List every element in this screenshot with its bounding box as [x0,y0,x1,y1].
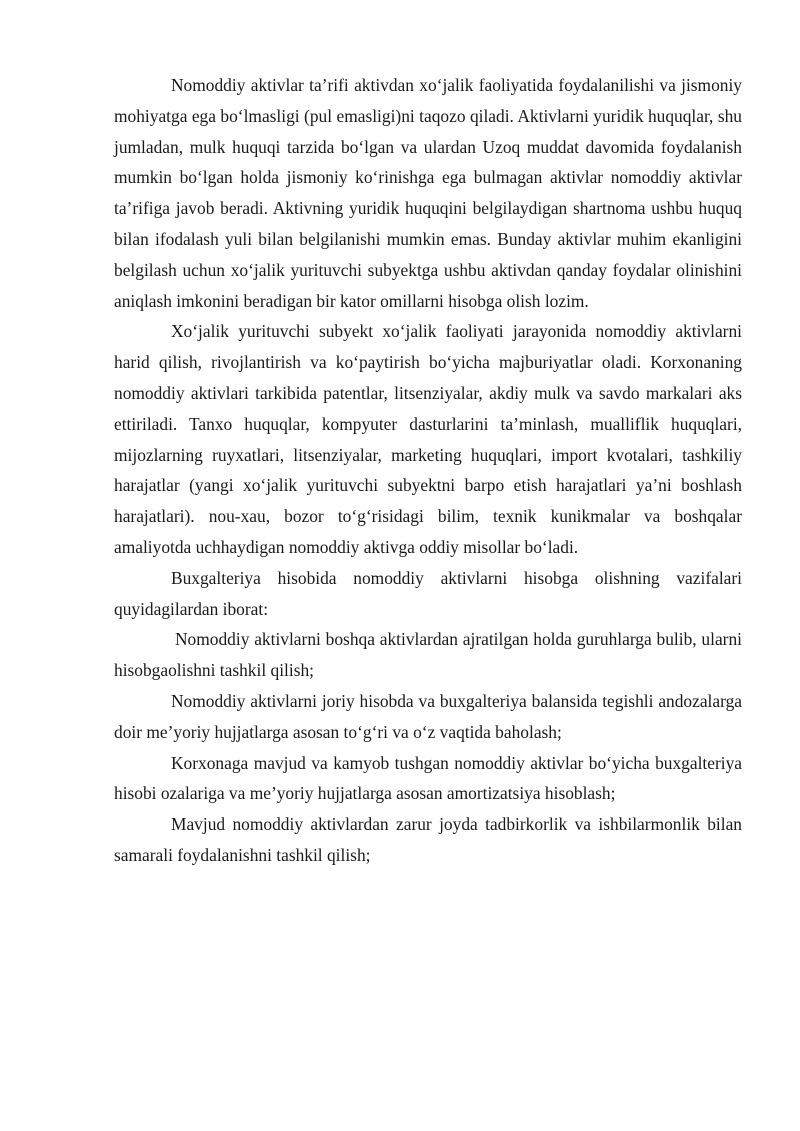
paragraph-definition: Nomoddiy aktivlar ta’rifi aktivdan xo‘jalik faoliyatida foydalanilishi va jismoniy mohiyatga ega bo‘lmasligi (pul emasligi)ni taqozo qiladi. Aktivlarni yuridik huquqlar, shu jumladan, mulk huquqi tarzida bo‘lgan va ulardan Uzoq muddat davomida foydalanish mumkin bo‘lgan holda jismoniy ko‘rinishga ega bulmagan aktivlar nomoddiy aktivlar ta’rifiga javob beradi. Aktivning yuridik huquqini belgilaydigan shartnoma ushbu huquq bilan ifodalash yuli bilan belgilanishi mumkin emas. Bunday aktivlar muhim ekanligini belgilash uchun xo‘jalik yurituvchi subyektga ushbu aktivdan qanday foydalar olinishini aniqlash imkonini beradigan bir kator omillarni hisobga olish lozim. [114,75,742,311]
task-item-valuation: Nomoddiy aktivlarni joriy hisobda va buxgalteriya balansida tegishli andozalarga doir me’yoriy hujjatlarga asosan to‘g‘ri va o‘z vaqtida baholash; [114,690,742,742]
paragraph-obligations: Xo‘jalik yurituvchi subyekt xo‘jalik faoliyati jarayonida nomoddiy aktivlarni harid qilish, rivojlantirish va ko‘paytirish bo‘yicha majburiyatlar oladi. Korxonaning nomoddiy aktivlari tarkibida patentlar, litsenziyalar, akdiy mulk va savdo markalari aks ettiriladi. Tanxo huquqlar, kompyuter dasturlarini ta’minlash, mualliflik huquqlari, mijozlarning ruyxatlari, litsenziyalar, marketing huquqlari, import kvotalari, tashkiliy harajatlar (yangi xo‘jalik yurituvchi subyektni barpo etish harajatlari ya’ni boshlash harajatlari). nou-xau, bozor to‘g‘risidagi bilim, texnik kunikmalar va boshqalar amaliyotda uchhaydigan nomoddiy aktivga oddiy misollar bo‘ladi. [114,321,742,557]
document-page [114,70,742,871]
task-item-amortization: Korxonaga mavjud va kamyob tushgan nomoddiy aktivlar bo‘yicha buxgalteriya hisobi ozalariga va me’yoriy hujjatlarga asosan amortizatsiya hisoblash; [114,752,742,804]
task-item-grouping: Nomoddiy aktivlarni boshqa aktivlardan ajratilgan holda guruhlarga bulib, ularni hisobgaolishni tashkil qilish; [114,629,742,681]
task-item-efficient-use: Mavjud nomoddiy aktivlardan zarur joyda tadbirkorlik va ishbilarmonlik bilan samarali foydalanishni tashkil qilish; [114,814,742,865]
paragraph-tasks-intro: Buxgalteriya hisobida nomoddiy aktivlarni hisobga olishning vazifalari quyidagilardan iborat: [114,567,742,619]
